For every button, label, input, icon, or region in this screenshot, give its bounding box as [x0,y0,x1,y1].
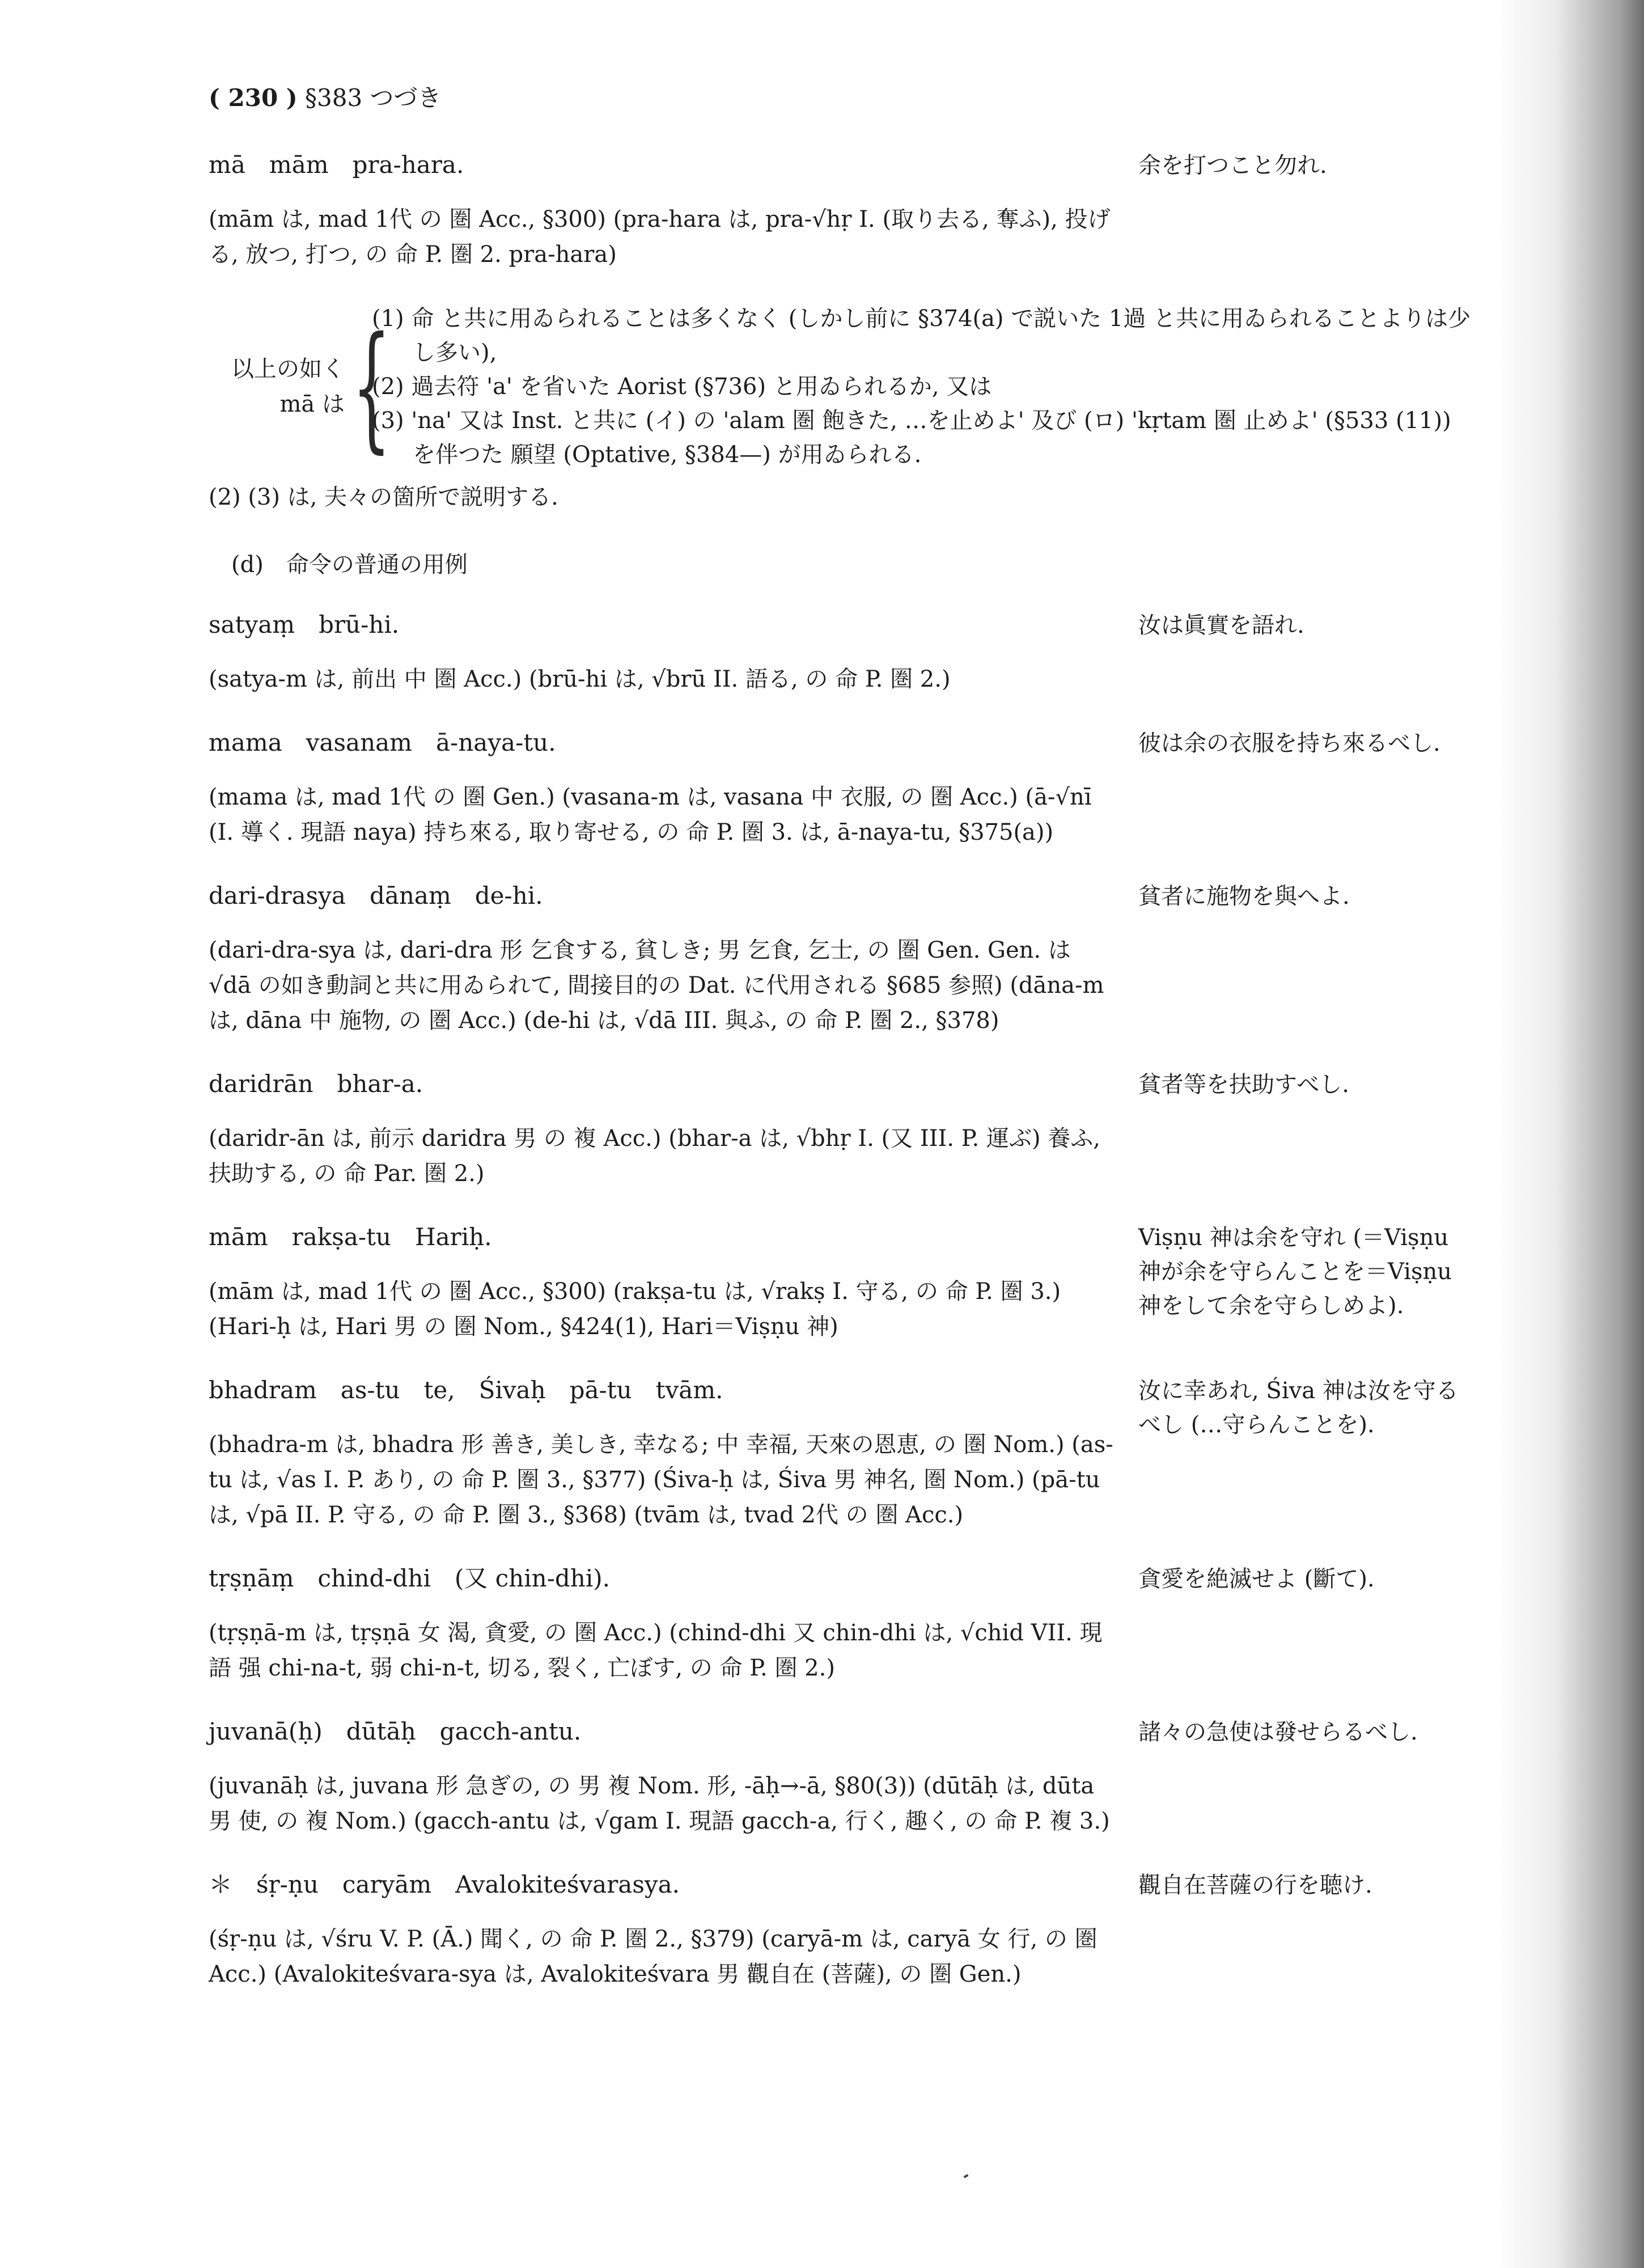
example-entry [209,726,1473,850]
brace-summary [209,302,1473,472]
scan-speck [964,2174,969,2178]
page-edge-shadow [1497,0,1644,2268]
example-entry [209,1562,1473,1686]
sanskrit-sentence: mama vasanam ā-naya-tu. [209,729,556,756]
japanese-translation: 汝に幸あれ, Śiva 神は汝を守るべし (…守らんことを). [1138,1378,1459,1438]
page-number: ( 230 ) [209,84,298,112]
grammar-note: (tṛṣṇā-m は, tṛṣṇā 女 渴, 貪愛, の 圏 Acc.) (chind-dhi 又 chin-dhi は, √chid VII. 現語 强 chi-na-t, 弱 chi-n-t, 切る, 裂く, 亡ぼす, の 命 P. 圏 2.) [209,1620,1103,1681]
japanese-translation: 貪愛を絶滅せよ (斷て). [1138,1566,1375,1592]
grammar-note: (juvanāḥ は, juvana 形 急ぎの, の 男 複 Nom. 形, -āḥ→-ā, §80(3)) (dūtāḥ は, dūta 男 使, の 複 Nom.) (gacch-antu は, √gam I. 現語 gacch-a, 行く, 趣く, の 命 P. 複 3.) [209,1773,1110,1834]
sanskrit-sentence: bhadram as-tu te, Śivaḥ pā-tu tvām. [209,1376,723,1404]
japanese-translation: 貧者に施物を與へよ. [1138,883,1350,909]
intro-entry [209,149,1473,272]
japanese-translation: 汝は眞實を語れ. [1138,612,1304,638]
japanese-translation: Viṣṇu 神は余を守れ (＝Viṣṇu 神が余を守らんことを＝Viṣṇu 神をして余を守らしめよ). [1138,1225,1452,1319]
sanskrit-sentence: daridrān bhar-a. [209,1070,423,1098]
grammar-note: (mām は, mad 1代 の 圏 Acc., §300) (rakṣa-tu は, √rakṣ I. 守る, の 命 P. 圏 3.) (Hari-ḥ は, Hari 男 の 圏 Nom., §424(1), Hari＝Viṣṇu 神) [209,1279,1061,1340]
japanese-translation: 觀自在菩薩の行を聴け. [1138,1872,1372,1898]
brace-item: (3) 'na' 又は Inst. と共に (イ) の 'alam 圏 飽きた, …を止めよ' 及び (ロ) 'kṛtam 圏 止めよ' (§533 (11)) を伴つた 願望 (Optative, §384—) が用ゐられる. [372,408,1451,468]
page-header [209,79,1473,113]
example-entry [209,1068,1473,1191]
sanskrit-sentence: satyaṃ brū-hi. [209,611,400,638]
grammar-note: (śṛ-ṇu は, √śru V. P. (Ā.) 聞く, の 命 P. 圏 2., §379) (caryā-m は, caryā 女 行, の 圏 Acc.) (Avalokiteśvara-sya は, Avalokiteśvara 男 觀自在 (菩薩), の 圏 Gen.) [209,1926,1098,1987]
example-entry [209,879,1473,1038]
grammar-note: (daridr-ān は, 前示 daridra 男 の 複 Acc.) (bhar-a は, √bhṛ I. (又 III. P. 運ぶ) 養ふ, 扶助する, の 命 Par. 圏 2.) [209,1125,1101,1187]
curly-brace-icon: { [352,307,391,466]
japanese-translation: 余を打つこと勿れ. [1138,153,1327,179]
brace-items [372,302,1473,472]
grammar-note: (bhadra-m は, bhadra 形 善き, 美しき, 幸なる; 中 幸福, 天來の恩恵, の 圏 Nom.) (as-tu は, √as I. P. あり, の 命 P. 圏 3., §377) (Śiva-ḥ は, Śiva 男 神名, 圏 Nom.) (pā-tu は, √pā II. P. 守る, の 命 P. 圏 3., §368) (tvām は, tvad 2代 の 圏 Acc.) [209,1432,1113,1528]
sanskrit-sentence: mām rakṣa-tu Hariḥ. [209,1223,492,1251]
section-label: §383 つづき [305,84,442,112]
sanskrit-sentence: dari-drasya dānaṃ de-hi. [209,882,543,909]
book-page [209,79,1473,2021]
brace-item: (1) 命 と共に用ゐられることは多くなく (しかし前に §374(a) で説いた 1過 と共に用ゐられることよりは少し多い), [372,306,1471,366]
example-entry [209,1221,1473,1344]
japanese-translation: 彼は余の衣服を持ち來るべし. [1138,730,1440,756]
japanese-translation: 諸々の急使は發せらるべし. [1138,1719,1418,1745]
example-entry [209,1374,1473,1533]
grammar-note: (satya-m は, 前出 中 圏 Acc.) (brū-hi は, √brū II. 語る, の 命 P. 圏 2.) [209,666,951,692]
brace-label: 以上の如く mā は [231,356,345,417]
brace-tail-note: (2) (3) は, 夫々の箇所で説明する. [209,484,558,510]
sanskrit-sentence: tṛṣṇāṃ chind-dhi (又 chin-dhi). [209,1564,611,1592]
brace-item: (2) 過去符 'a' を省いた Aorist (§736) と用ゐられるか, 又は [372,374,992,400]
grammar-note: (mama は, mad 1代 の 圏 Gen.) (vasana-m は, vasana 中 衣服, の 圏 Acc.) (ā-√nī (I. 導く. 現語 naya) 持ち來る, 取り寄せる, の 命 P. 圏 3. は, ā-naya-tu, §375(a)) [209,784,1092,845]
grammar-note: (dari-dra-sya は, dari-dra 形 乞食する, 貧しき; 男 乞食, 乞士, の 圏 Gen. Gen. は √dā の如き動詞と共に用ゐられて, 間接目的の Dat. に代用される §685 参照) (dāna-m は, dāna 中 施物, の 圏 Acc.) (de-hi は, √dā III. 與ふ, の 命 P. 圏 2., §378) [209,937,1104,1034]
section-heading: (d) 命令の普通の用例 [231,552,468,578]
sanskrit-sentence: juvanā(ḥ) dūtāḥ gacch-antu. [209,1717,582,1745]
sanskrit-sentence: ＊ śṛ-ṇu caryām Avalokiteśvarasya. [209,1871,680,1898]
example-entry [209,1868,1473,1992]
japanese-translation: 貧者等を扶助すべし. [1138,1072,1349,1098]
grammar-note: (mām は, mad 1代 の 圏 Acc., §300) (pra-hara は, pra-√hṛ I. (取り去る, 奪ふ), 投げる, 放つ, 打つ, の 命 P. 圏 2. pra-hara) [209,206,1111,268]
example-entry [209,1715,1473,1839]
sanskrit-sentence: mā mām pra-hara. [209,151,464,179]
example-entry [209,608,1473,697]
